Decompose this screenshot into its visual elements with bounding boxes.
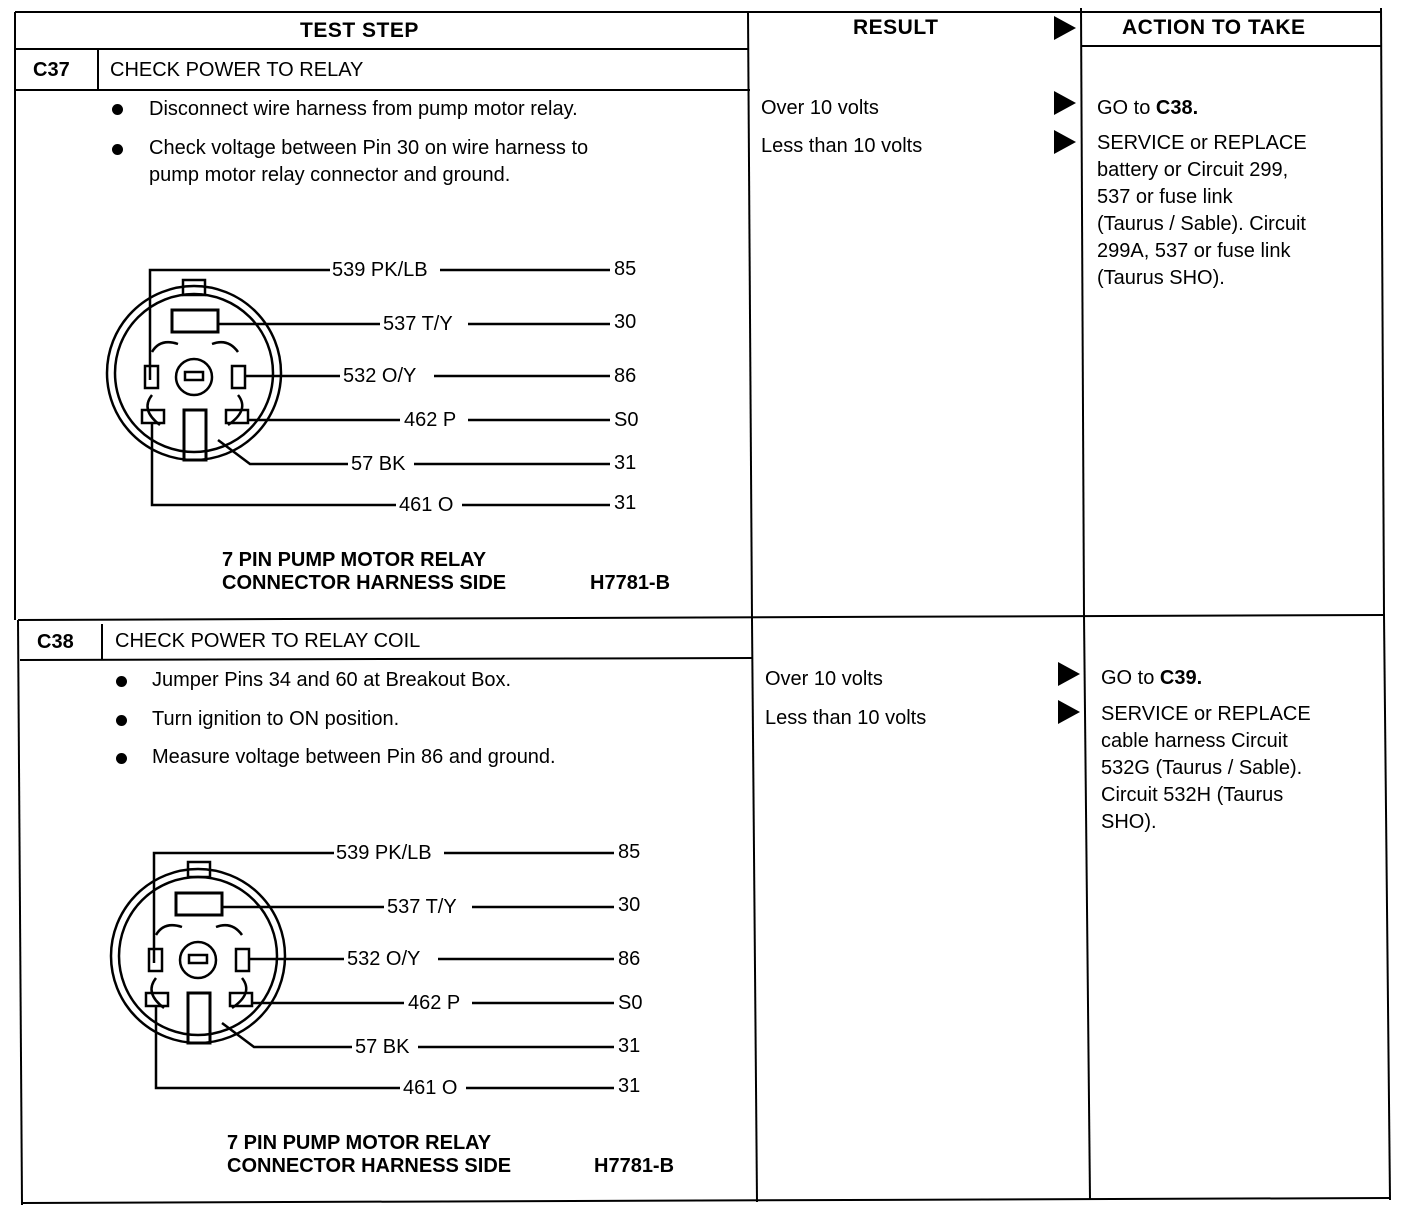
wire-label: 57 BK (355, 1036, 410, 1058)
pin-number: 86 (614, 365, 637, 387)
pin-number: S0 (618, 992, 643, 1014)
figure-id: H7781-B (594, 1155, 675, 1177)
pin-number: 31 (614, 452, 637, 474)
step-c38-result-2: Less than 10 volts (765, 707, 927, 729)
wire-label: 537 T/Y (387, 896, 457, 918)
step-id-c38: C38 (37, 631, 74, 653)
step-c38-bullet-3: Measure voltage between Pin 86 and ground. (152, 746, 556, 768)
wire-label: 461 O (403, 1077, 458, 1099)
step-title-c38: CHECK POWER TO RELAY COIL (115, 630, 421, 652)
pin-number: 31 (618, 1075, 641, 1097)
wire-label: 537 T/Y (383, 313, 453, 335)
wire-label: 539 PK/LB (336, 842, 432, 864)
step-c37-result-1: Over 10 volts (761, 97, 879, 119)
step-c38-result-1: Over 10 volts (765, 668, 883, 690)
step-c37-bullet-2-cont: pump motor relay connector and ground. (149, 164, 511, 186)
pin-number: 30 (614, 311, 637, 333)
step-c37-action-go: GO to C38. (1097, 97, 1199, 119)
step-c37-bullet-2: Check voltage between Pin 30 on wire harness to (149, 137, 589, 159)
step-c37-result-2: Less than 10 volts (761, 135, 923, 157)
step-id-c37: C37 (33, 59, 70, 81)
header-action: ACTION TO TAKE (1122, 16, 1306, 39)
wire-label: 462 P (408, 992, 461, 1014)
pin-number: 86 (618, 948, 641, 970)
pin-number: 31 (614, 492, 637, 514)
step-c38-bullet-2: Turn ignition to ON position. (152, 708, 400, 730)
step-c37-action-service: SERVICE or REPLACE battery or Circuit 299, 537 or fuse link (Taurus / Sable). Circuit 299A, 537 or fuse link (Taurus SHO). (1097, 132, 1307, 289)
step-title-c37: CHECK POWER TO RELAY (110, 59, 364, 81)
step-c38-action-go: GO to C39. (1101, 667, 1203, 689)
pin-number: 85 (618, 841, 641, 863)
diagram-caption: 7 PIN PUMP MOTOR RELAY (227, 1132, 492, 1154)
step-c38-bullet-1: Jumper Pins 34 and 60 at Breakout Box. (152, 669, 512, 691)
pin-number: 30 (618, 894, 641, 916)
header-result: RESULT (853, 16, 939, 39)
pin-number: S0 (614, 409, 639, 431)
wire-label: 532 O/Y (343, 365, 417, 387)
wire-label: 57 BK (351, 453, 406, 475)
diagram-caption: CONNECTOR HARNESS SIDE (227, 1155, 512, 1177)
wire-label: 461 O (399, 494, 454, 516)
figure-id: H7781-B (590, 572, 671, 594)
pin-number: 31 (618, 1035, 641, 1057)
header-test-step: TEST STEP (300, 19, 419, 42)
wire-label: 462 P (404, 409, 457, 431)
wire-label: 532 O/Y (347, 948, 421, 970)
pin-number: 85 (614, 258, 637, 280)
diagram-caption: 7 PIN PUMP MOTOR RELAY (222, 549, 487, 571)
step-c37-bullet-1: Disconnect wire harness from pump motor relay. (149, 98, 578, 120)
diagram-caption: CONNECTOR HARNESS SIDE (222, 572, 507, 594)
wire-label: 539 PK/LB (332, 259, 428, 281)
step-c38-action-service: SERVICE or REPLACE cable harness Circuit 532G (Taurus / Sable). Circuit 532H (Taurus SHO). (1101, 703, 1311, 833)
